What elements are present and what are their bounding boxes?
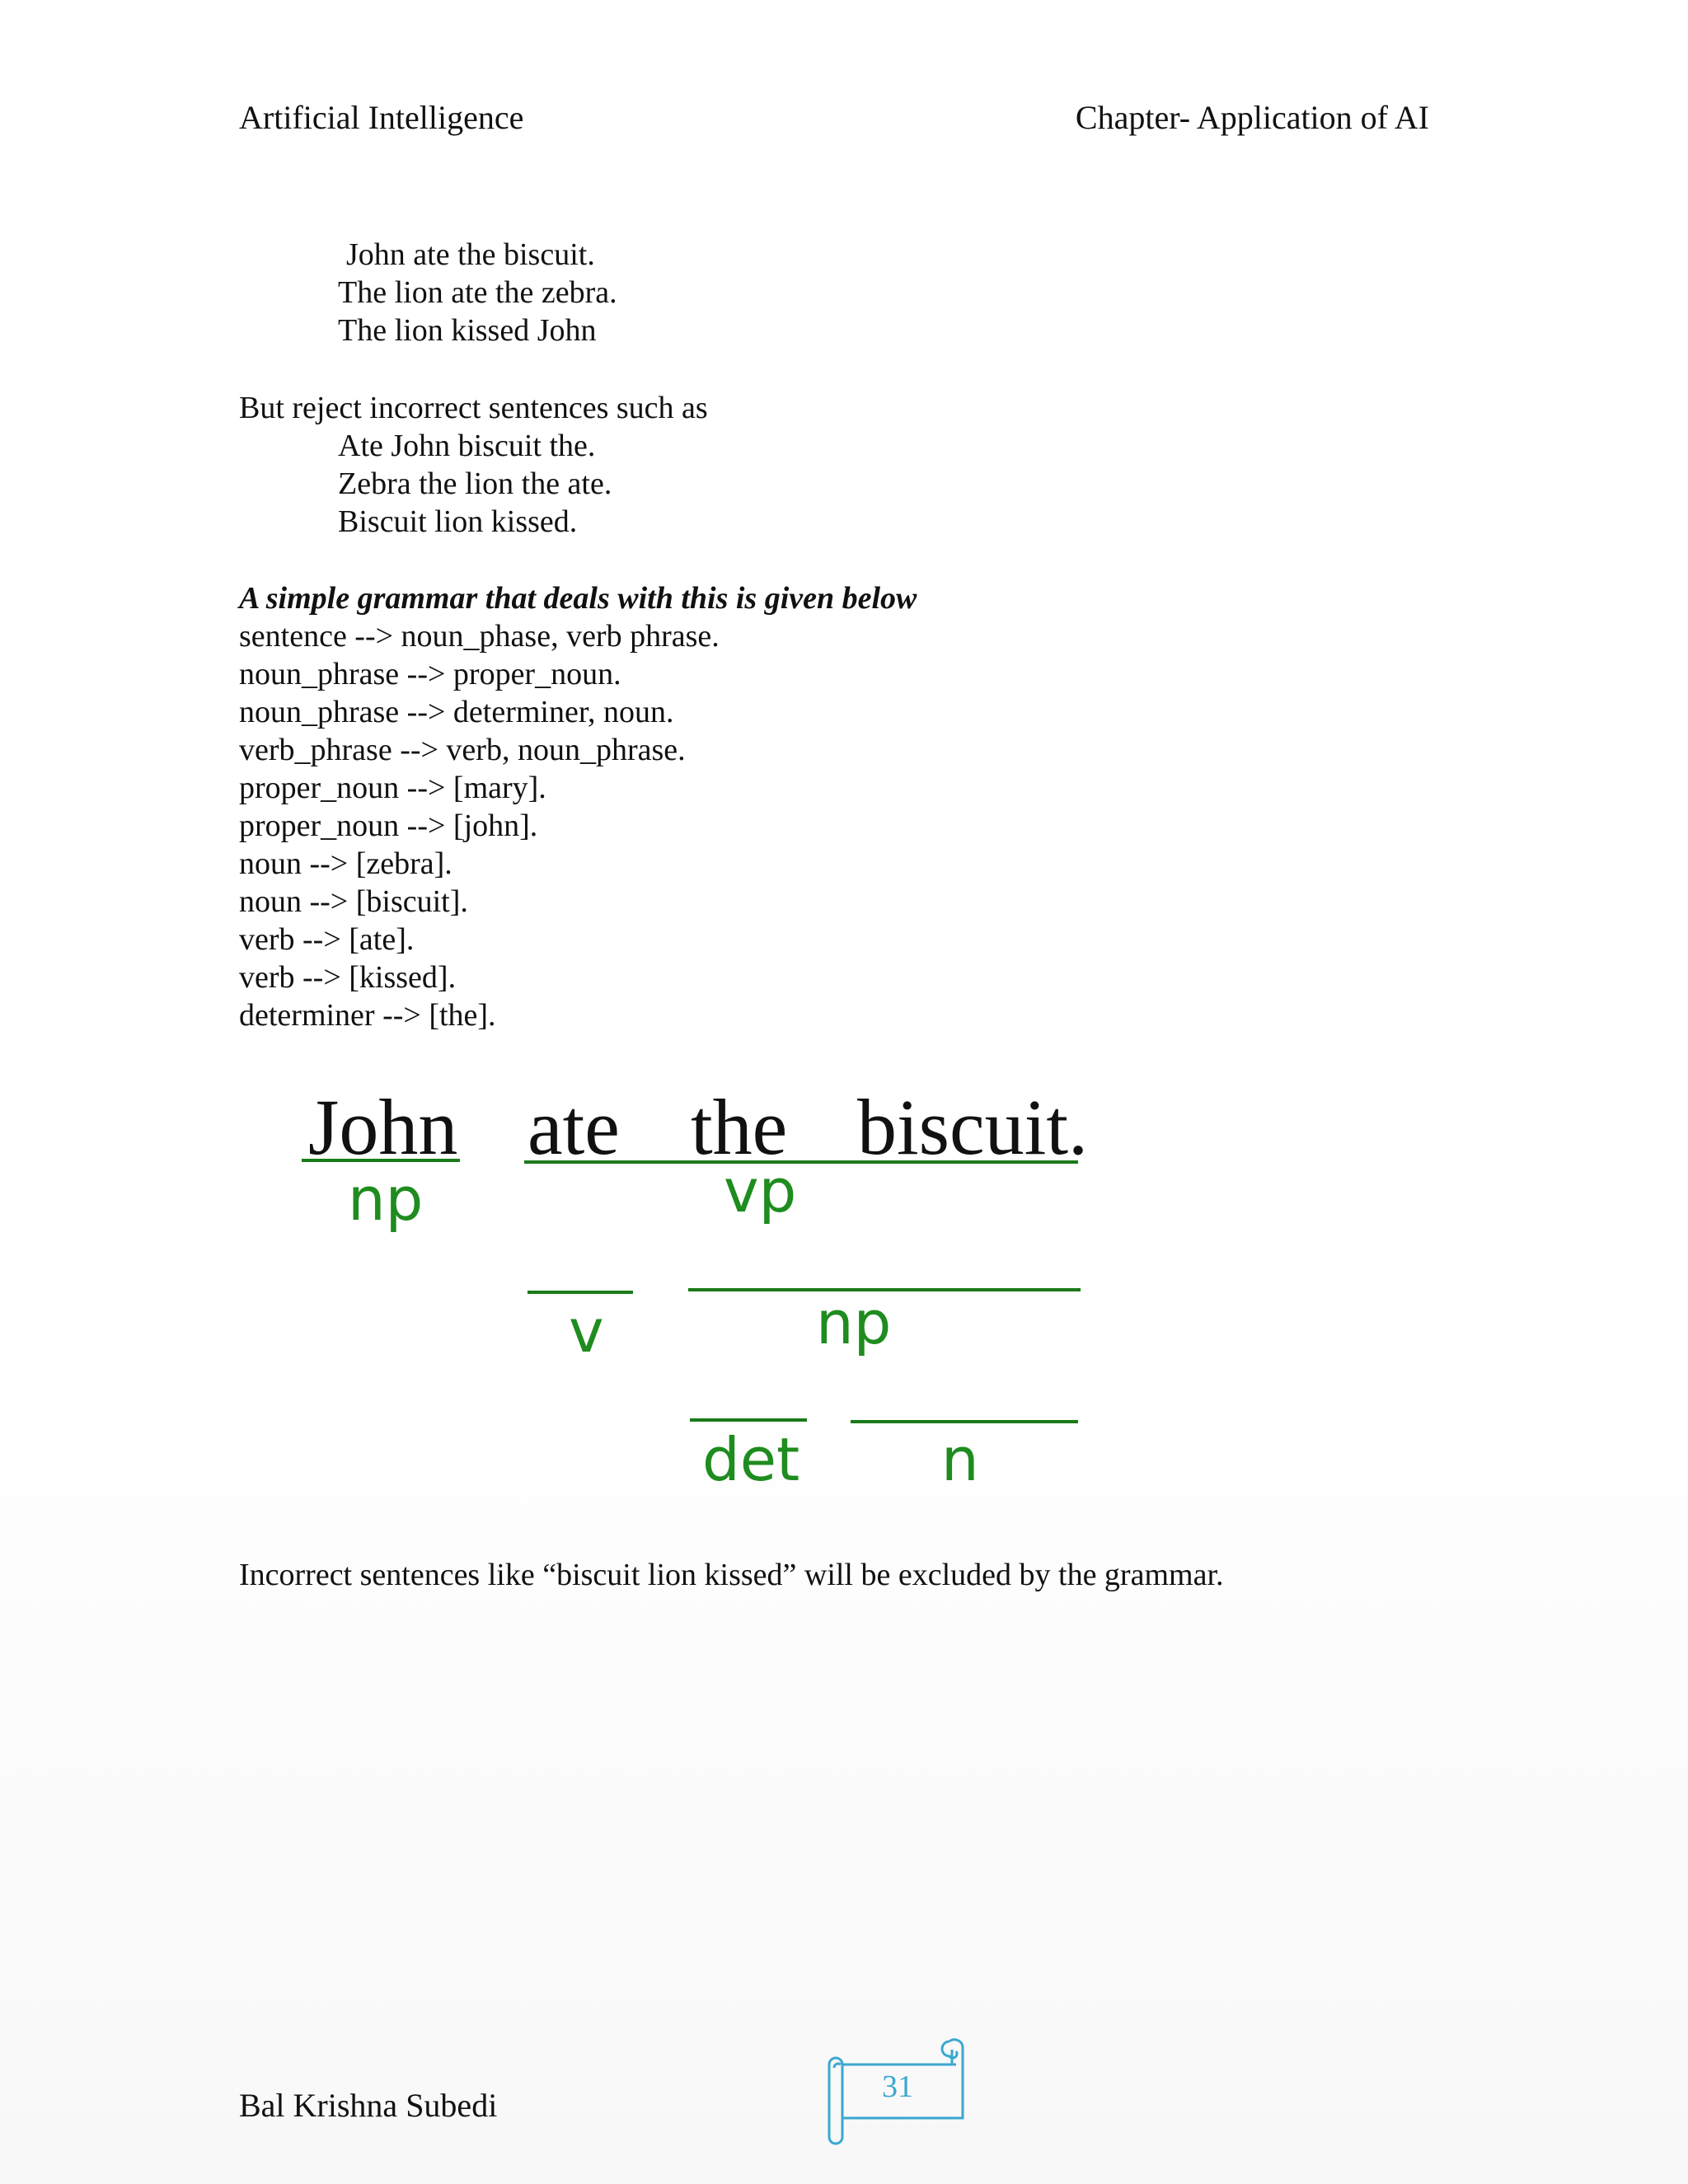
grammar-rule: verb --> [kissed]. [239,960,457,995]
label-np-subject: np [348,1165,424,1234]
grammar-rule: noun --> [zebra]. [239,846,452,881]
diagram-word: ate [528,1083,620,1171]
grammar-heading: A simple grammar that deals with this is given below [239,581,917,616]
diagram-word: the [691,1083,788,1171]
header-chapter: Chapter- Application of AI [1075,99,1429,136]
conclusion-text: Incorrect sentences like “biscuit lion kissed” will be excluded by the grammar. [239,1558,1224,1592]
grammar-rule: noun_phrase --> determiner, noun. [239,695,674,729]
grammar-rule: determiner --> [the]. [239,998,496,1033]
diagram-word: John [308,1083,458,1171]
grammar-rule: verb_phrase --> verb, noun_phrase. [239,733,686,767]
reject-section [239,389,708,541]
example-sentence: The lion kissed John [338,313,597,348]
example-sentence: The lion ate the zebra. [338,275,617,310]
page-number: 31 [882,2069,913,2104]
footer-author: Bal Krishna Subedi [239,2087,498,2124]
reject-intro: But reject incorrect sentences such as [239,391,708,425]
label-det: det [702,1425,800,1494]
correct-examples [338,236,617,349]
grammar-rule: proper_noun --> [mary]. [239,771,546,805]
grammar-rule: noun_phrase --> proper_noun. [239,657,621,691]
incorrect-sentence: Zebra the lion the ate. [338,466,612,501]
label-vp: vp [724,1156,797,1226]
grammar-rule: proper_noun --> [john]. [239,808,538,843]
example-sentence: John ate the biscuit. [346,237,595,272]
grammar-rule: sentence --> noun_phase, verb phrase. [239,619,720,654]
grammar-rule: verb --> [ate]. [239,922,415,957]
grammar-section [239,579,917,1034]
label-n: n [941,1425,979,1494]
parse-diagram [280,1071,1104,1500]
incorrect-sentence: Ate John biscuit the. [338,429,596,463]
header-title: Artificial Intelligence [239,99,524,136]
label-v: v [569,1296,604,1366]
incorrect-sentence: Biscuit lion kissed. [338,504,578,539]
label-np-object: np [816,1288,892,1357]
grammar-rule: noun --> [biscuit]. [239,884,468,919]
diagram-word: biscuit. [857,1083,1088,1171]
